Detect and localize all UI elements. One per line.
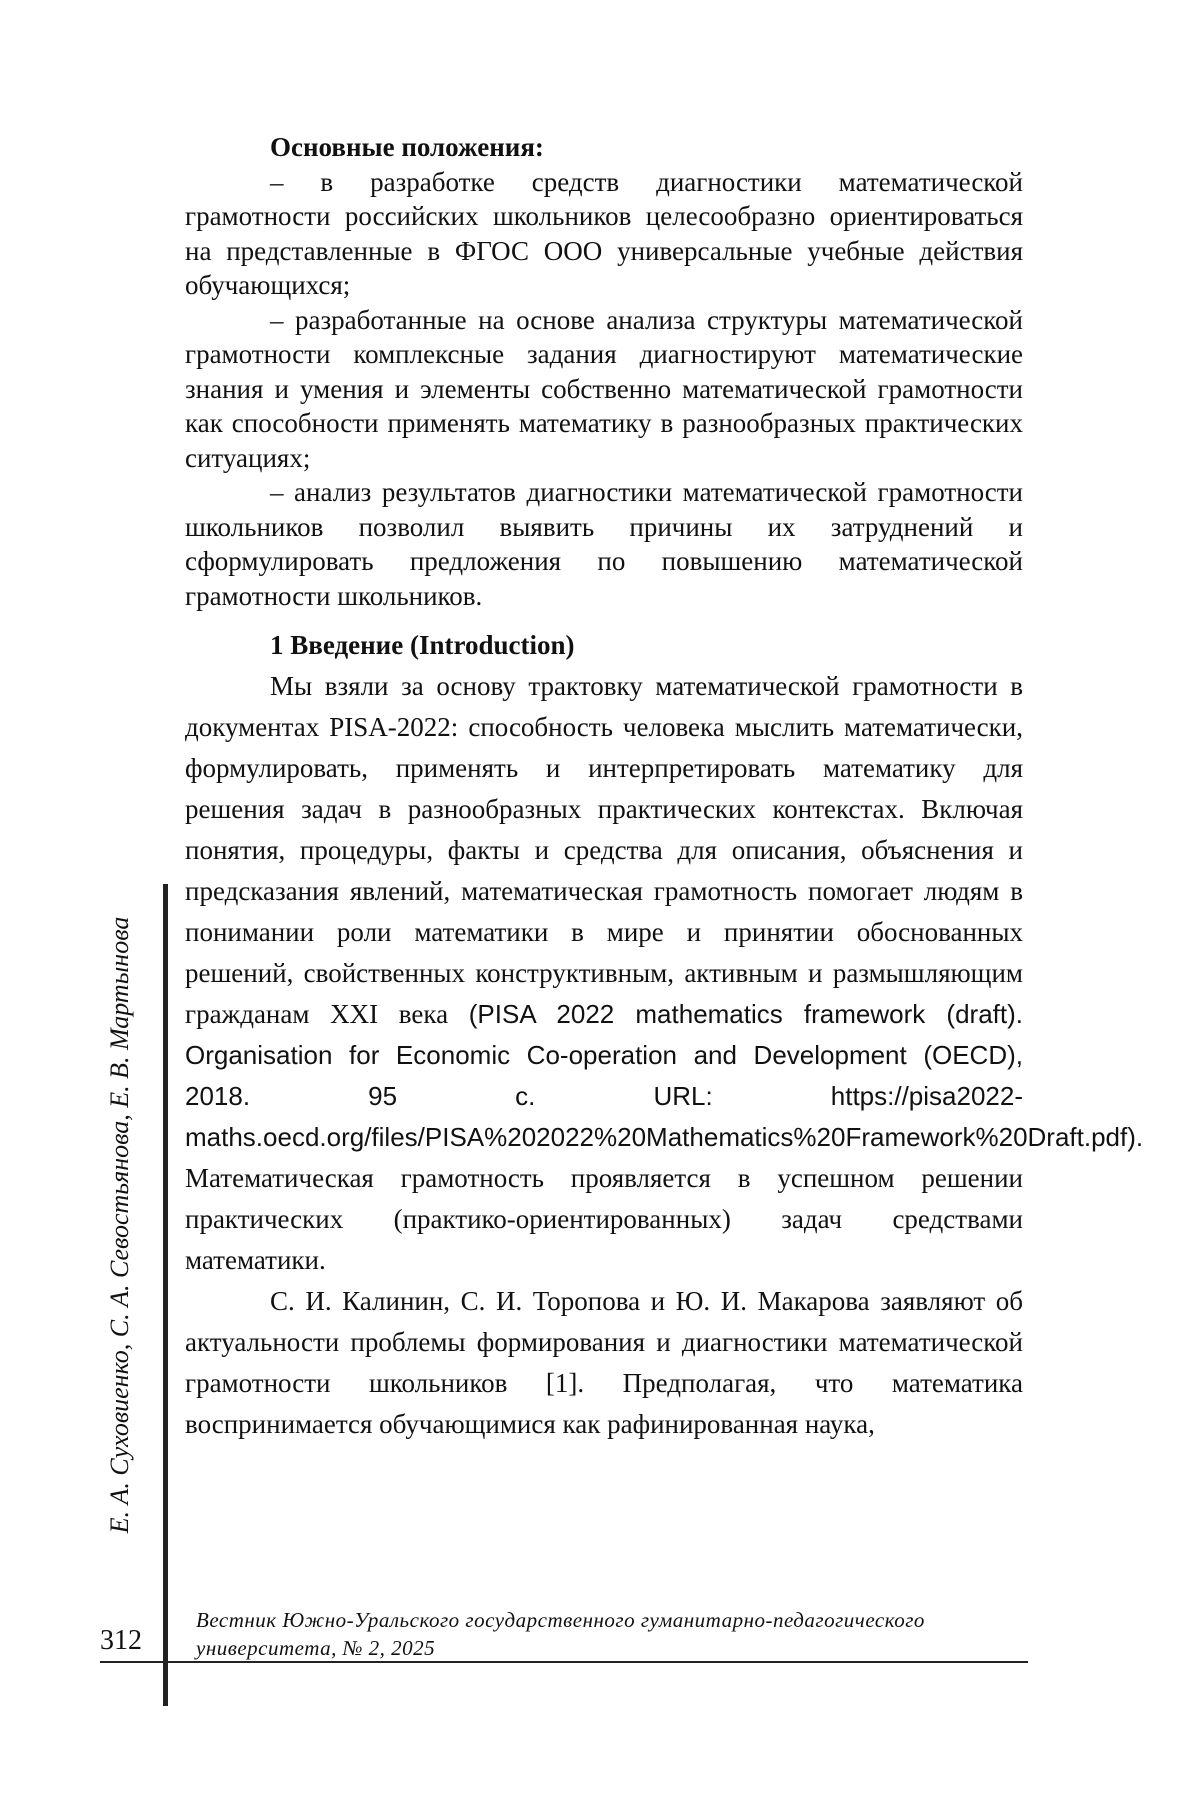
summary-bullet-2: – разработанные на основе анализа структуры математической грамотности комплексные задания диагностируют математические знания и умения и элементы собственно математической грамотности как способности применять математику в разнообразных практических ситуациях; <box>185 303 1023 476</box>
section-gap <box>185 613 1023 625</box>
summary-bullet-3: – анализ результатов диагностики математической грамотности школьников позволил выявить причины их затруднений и сформулировать предложения по повышению математической грамотности школьников. <box>185 475 1023 613</box>
journal-footer: Вестник Южно-Уральского государственного гуманитарно-педагогического университета, № 2, 2025 <box>196 1606 1026 1662</box>
journal-page <box>0 0 1200 1798</box>
introduction-paragraph-2: С. И. Калинин, С. И. Торопова и Ю. И. Макарова заявляют об актуальности проблемы формирования и диагностики математической грамотности школьников [1]. Предполагая, что математика воспринимается обучающимися как рафинированная наука, <box>185 1281 1023 1445</box>
pisa-citation: (PISA 2022 mathematics framework (draft). Organisation for Economic Co-operation and Development (OECD), 2018. 95 c. URL: https://pisa2022-maths.oecd.org/files/PISA%202022%20Mathematics%20Framework%20Draft.pdf). <box>185 999 1143 1152</box>
running-authors: Е. А. Суховиенко, С. А. Севостьянова, Е. В. Мартынова <box>104 725 136 1725</box>
main-column <box>185 130 1023 1445</box>
paragraph-1-text-start: Мы взяли за основу трактовку математической грамотности в документах PISA-2022: способность человека мыслить математически, формулировать, применять и интерпретировать математику для решения задач в разнообразных практических контекстах. Включая понятия, процедуры, факты и средства для описания, объяснения и предсказания явлений, математическая грамотность помогает людям в понимании роли математики в мире и принятии обоснованных решений, свойственных конструктивным, активным и размышляющим гражданам XXI века <box>185 671 1023 1029</box>
margin-vertical-rule <box>163 884 168 1706</box>
introduction-heading: 1 Введение (Introduction) <box>270 625 1023 666</box>
summary-bullet-1: – в разработке средств диагностики математической грамотности российских школьников целесообразно ориентироваться на представленные в ФГОС ООО универсальные учебные действия обучающихся; <box>185 165 1023 303</box>
introduction-paragraph-1 <box>185 666 1023 1281</box>
page-number: 312 <box>100 1625 142 1657</box>
summary-heading: Основные положения: <box>270 130 1023 165</box>
paragraph-1-text-end: Математическая грамотность проявляется в успешном решении практических (практико-ориентированных) задач средствами математики. <box>185 1163 1023 1275</box>
